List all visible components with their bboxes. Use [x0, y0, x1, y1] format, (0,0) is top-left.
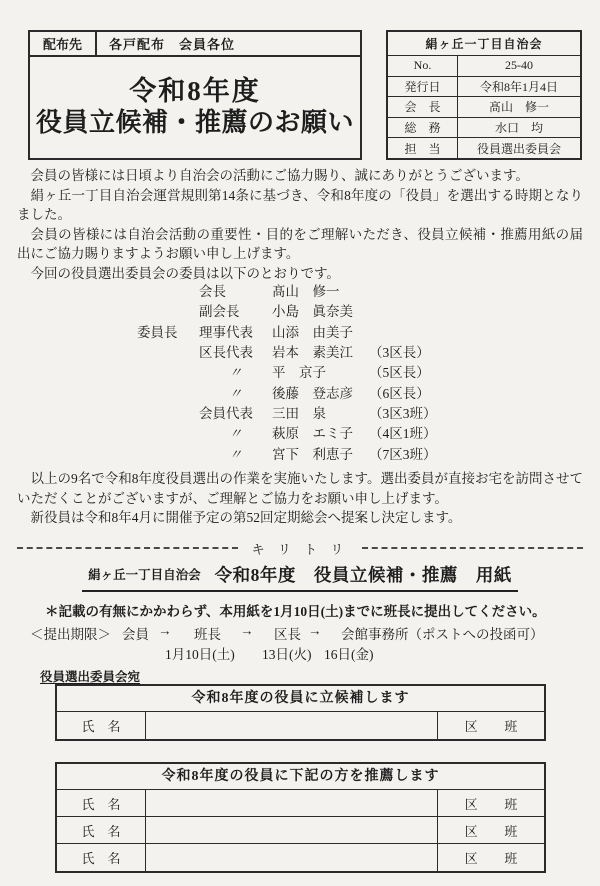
candidacy-table-header: 令和8年度の役員に立候補します — [57, 686, 544, 712]
table-row — [57, 712, 544, 739]
committee-row — [137, 402, 437, 422]
committee-row — [137, 321, 437, 341]
ditto-mark: 〃 — [228, 365, 243, 381]
form-association-name: 絹ヶ丘一丁目自治会 — [88, 568, 201, 582]
body-paragraphs — [17, 166, 583, 283]
district-group-cell — [438, 790, 544, 816]
name-label: 氏 名 — [57, 790, 146, 816]
committee-row — [137, 341, 437, 361]
committee-note: （5区長） — [369, 365, 430, 381]
district-label: 区 — [464, 719, 478, 734]
distribution-row — [30, 32, 360, 57]
committee-name: 三田 泉 — [272, 405, 326, 421]
deadline-step-member: 会員 — [122, 627, 149, 642]
committee-row — [137, 300, 437, 320]
arrow-icon: → — [240, 623, 254, 638]
info-label: 担 当 — [388, 138, 458, 158]
info-label: No. — [388, 56, 458, 76]
info-value: 水口 均 — [494, 121, 543, 136]
committee-name: 萩原 エミ子 — [272, 426, 353, 442]
paragraph: 絹ヶ丘一丁目自治会運営規則第14条に基づき、令和8年度の「役員」を選出する時期となりました。 — [17, 187, 583, 222]
committee-row — [137, 422, 437, 442]
info-row-issue-date — [388, 77, 580, 98]
paragraph: 新役員は令和8年4月に開催予定の第52回定期総会へ提案し決定します。 — [30, 510, 462, 525]
district-group-cell — [438, 817, 544, 843]
committee-name: 後藤 登志彦 — [272, 385, 353, 401]
committee-name: 岩本 素美江 — [272, 345, 353, 361]
district-group-cell — [438, 712, 544, 739]
committee-note: （6区長） — [369, 385, 430, 401]
committee-row — [137, 442, 437, 462]
district-label: 区 — [464, 823, 478, 839]
name-label: 氏 名 — [57, 844, 146, 871]
committee-row — [137, 381, 437, 401]
cut-line-label: キ リ ト リ — [251, 541, 349, 557]
district-label: 区 — [464, 851, 478, 866]
recommendation-table — [55, 762, 546, 873]
notice-title-line1: 令和8年度 — [129, 76, 261, 107]
deadline-date-1: 1月10日(土) — [165, 647, 235, 662]
deadline-step-office: 会館事務所（ポストへの投函可） — [341, 627, 544, 642]
committee-name: 宮下 利恵子 — [272, 446, 353, 462]
header-title-box — [28, 30, 362, 160]
cut-dashes — [362, 547, 583, 549]
form-title-underline — [82, 562, 518, 592]
district-group-cell — [438, 844, 544, 871]
ditto-mark: 〃 — [228, 446, 243, 462]
name-entry-cell — [146, 844, 438, 871]
closing-paragraphs — [17, 469, 583, 528]
name-label: 氏 名 — [57, 712, 146, 739]
committee-role: 理事代表 — [199, 324, 253, 340]
paragraph: 以上の9名で令和8年度役員選出の作業を実施いたします。選出委員が直接お宅を訪問させていただくことがございますが、ご理解とご協力をお願い申し上げます。 — [17, 471, 583, 506]
table-row — [57, 844, 544, 871]
group-label: 班 — [504, 851, 518, 866]
committee-note: （7区3班） — [369, 446, 437, 462]
ditto-mark: 〃 — [228, 385, 243, 401]
committee-name: 平 京子 — [272, 365, 326, 381]
info-row-general-affairs — [388, 118, 580, 139]
association-name: 絹ヶ丘一丁目自治会 — [388, 32, 580, 56]
info-row-number — [388, 56, 580, 77]
form-title-row — [0, 562, 600, 592]
deadline-date-2: 13日(火) — [262, 647, 312, 662]
deadline-label: ＜提出期限＞ — [30, 627, 111, 642]
deadline-date-3: 16日(金) — [324, 647, 374, 662]
committee-row — [137, 280, 437, 300]
notice-title-line2: 役員立候補・推薦のお願い — [35, 108, 354, 138]
committee-role: 区長代表 — [199, 345, 253, 361]
info-row-president — [388, 97, 580, 118]
info-value: 令和8年1月4日 — [479, 79, 558, 94]
paragraph: 今回の役員選出委員会の委員は以下のとおりです。 — [30, 265, 340, 281]
name-entry-cell — [146, 817, 438, 843]
submission-deadline-flow — [0, 623, 600, 665]
info-value: 髙山 修一 — [488, 100, 549, 115]
group-label: 班 — [504, 823, 518, 839]
group-label: 班 — [504, 796, 518, 812]
committee-role: 副会長 — [199, 304, 240, 320]
committee-role: 会長 — [199, 284, 226, 300]
cut-line — [17, 538, 583, 558]
recommendation-table-header: 令和8年度の役員に下記の方を推薦します — [57, 764, 544, 790]
deadline-step-hancho: 班長 — [194, 627, 221, 642]
committee-member-list — [137, 280, 437, 463]
name-entry-cell — [146, 712, 438, 739]
distribution-value: 各戸配布 会員各位 — [109, 37, 236, 52]
table-row — [57, 790, 544, 817]
committee-name: 山添 由美子 — [272, 324, 353, 340]
committee-name: 小島 眞奈美 — [272, 304, 353, 320]
arrow-icon: → — [308, 623, 322, 638]
distribution-label: 配布先 — [30, 32, 97, 55]
paragraph: 会員の皆様には日頃より自治会の活動にご協力賜り、誠にありがとうございます。 — [30, 168, 529, 183]
group-label: 班 — [504, 719, 518, 734]
issuer-info-table — [386, 30, 582, 160]
committee-chair-label: 委員長 — [137, 324, 178, 340]
info-value: 25-40 — [505, 58, 533, 73]
form-submission-note: ＊記載の有無にかかわらず、本用紙を1月10日(土)までに班長に提出してください。 — [45, 604, 546, 619]
info-row-in-charge — [388, 138, 580, 158]
notice-title — [30, 57, 360, 158]
committee-note: （3区3班） — [369, 405, 437, 421]
committee-name: 髙山 修一 — [272, 284, 340, 300]
candidacy-table — [55, 684, 546, 741]
name-label: 氏 名 — [57, 817, 146, 843]
deadline-step-kucho: 区長 — [274, 627, 301, 642]
info-label: 発行日 — [388, 77, 458, 97]
form-title: 令和8年度 役員立候補・推薦 用紙 — [214, 565, 512, 585]
district-label: 区 — [464, 796, 478, 812]
arrow-icon: → — [158, 623, 172, 638]
name-entry-cell — [146, 790, 438, 816]
committee-note: （4区1班） — [369, 426, 437, 442]
info-label: 会 長 — [388, 97, 458, 117]
info-value: 役員選出委員会 — [476, 141, 561, 156]
info-label: 総 務 — [388, 118, 458, 138]
committee-row — [137, 361, 437, 381]
ditto-mark: 〃 — [228, 426, 243, 442]
table-row — [57, 817, 544, 844]
committee-note: （3区長） — [369, 345, 430, 361]
cut-dashes — [17, 547, 238, 549]
paragraph: 会員の皆様には自治会活動の重要性・目的をご理解いただき、役員立候補・推薦用紙の届出にご協力賜りますようお願い申し上げます。 — [17, 226, 583, 261]
committee-role: 会員代表 — [199, 405, 253, 421]
form-addressee: 役員選出委員会宛 — [40, 670, 141, 684]
